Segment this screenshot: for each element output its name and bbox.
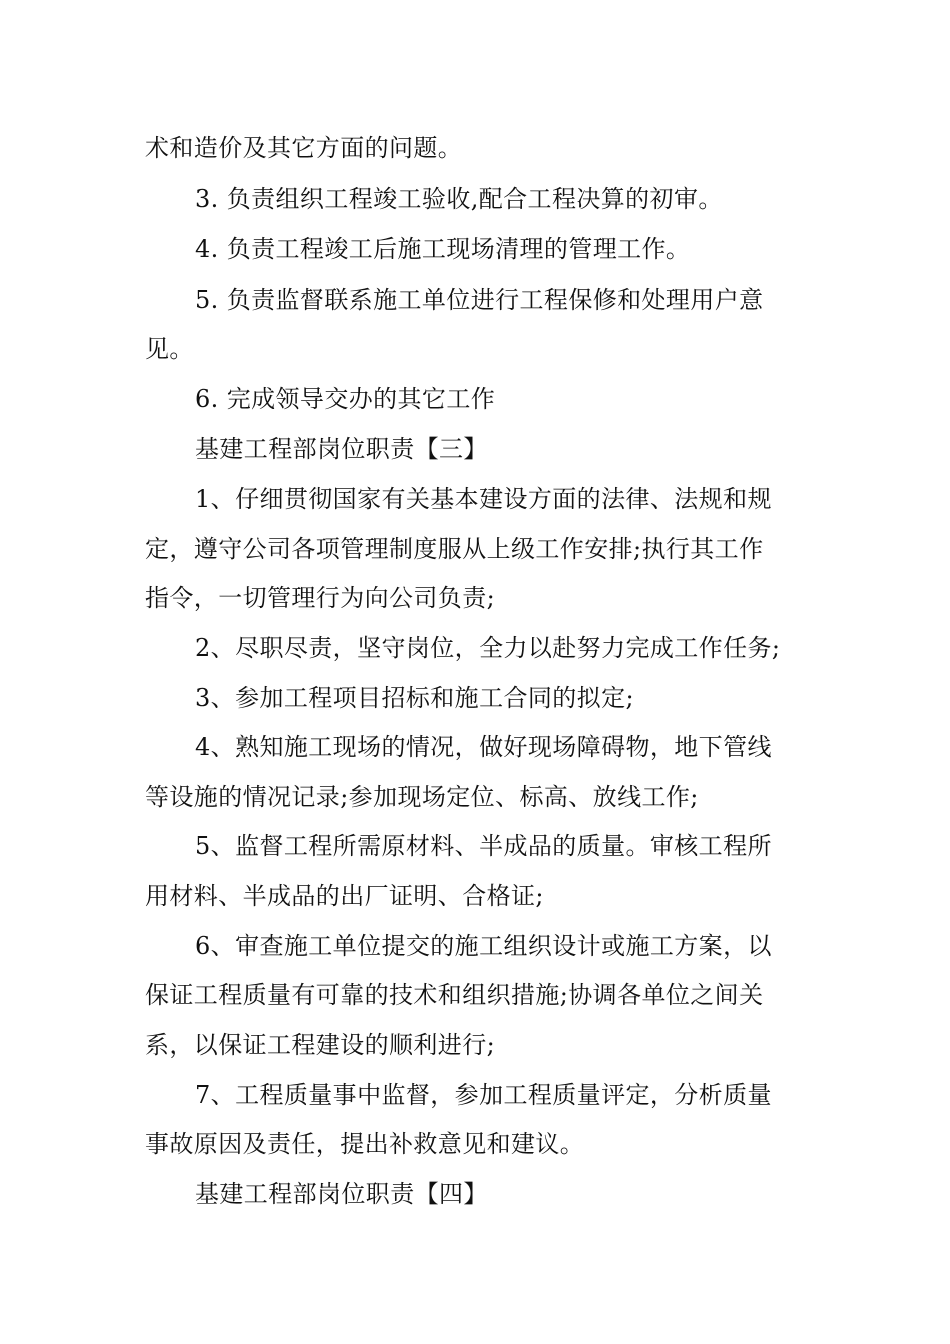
text-line: 保证工程质量有可靠的技术和组织措施;协调各单位之间关 [145, 981, 764, 1009]
section-heading: 基建工程部岗位职责【四】 [195, 1180, 488, 1208]
text-line: 指令，一切管理行为向公司负责; [145, 584, 496, 612]
text-line: 事故原因及责任，提出补救意见和建议。 [145, 1130, 585, 1158]
text-line: 3、参加工程项目招标和施工合同的拟定; [195, 684, 634, 712]
text-line: 6、审查施工单位提交的施工组织设计或施工方案，以 [195, 932, 772, 960]
text-line: 2、尽职尽责，坚守岗位，全力以赴努力完成工作任务; [195, 634, 781, 662]
text-line: 定，遵守公司各项管理制度服从上级工作安排;执行其工作 [145, 535, 764, 563]
text-line: 6. 完成领导交办的其它工作 [195, 385, 496, 413]
text-line: 4、熟知施工现场的情况，做好现场障碍物，地下管线 [195, 733, 772, 761]
text-line: 用材料、半成品的出厂证明、合格证; [145, 882, 544, 910]
text-line: 3. 负责组织工程竣工验收,配合工程决算的初审。 [195, 185, 723, 213]
text-line: 7、工程质量事中监督，参加工程质量评定，分析质量 [195, 1081, 772, 1109]
text-line: 术和造价及其它方面的问题。 [145, 134, 463, 162]
text-line: 5、监督工程所需原材料、半成品的质量。审核工程所 [195, 832, 772, 860]
text-line: 5. 负责监督联系施工单位进行工程保修和处理用户意 [195, 286, 764, 314]
text-line: 系，以保证工程建设的顺利进行; [145, 1031, 496, 1059]
section-heading: 基建工程部岗位职责【三】 [195, 435, 488, 463]
text-line: 见。 [145, 335, 194, 363]
text-line: 4. 负责工程竣工后施工现场清理的管理工作。 [195, 235, 691, 263]
text-line: 1、仔细贯彻国家有关基本建设方面的法律、法规和规 [195, 485, 772, 513]
text-line: 等设施的情况记录;参加现场定位、标高、放线工作; [145, 783, 699, 811]
